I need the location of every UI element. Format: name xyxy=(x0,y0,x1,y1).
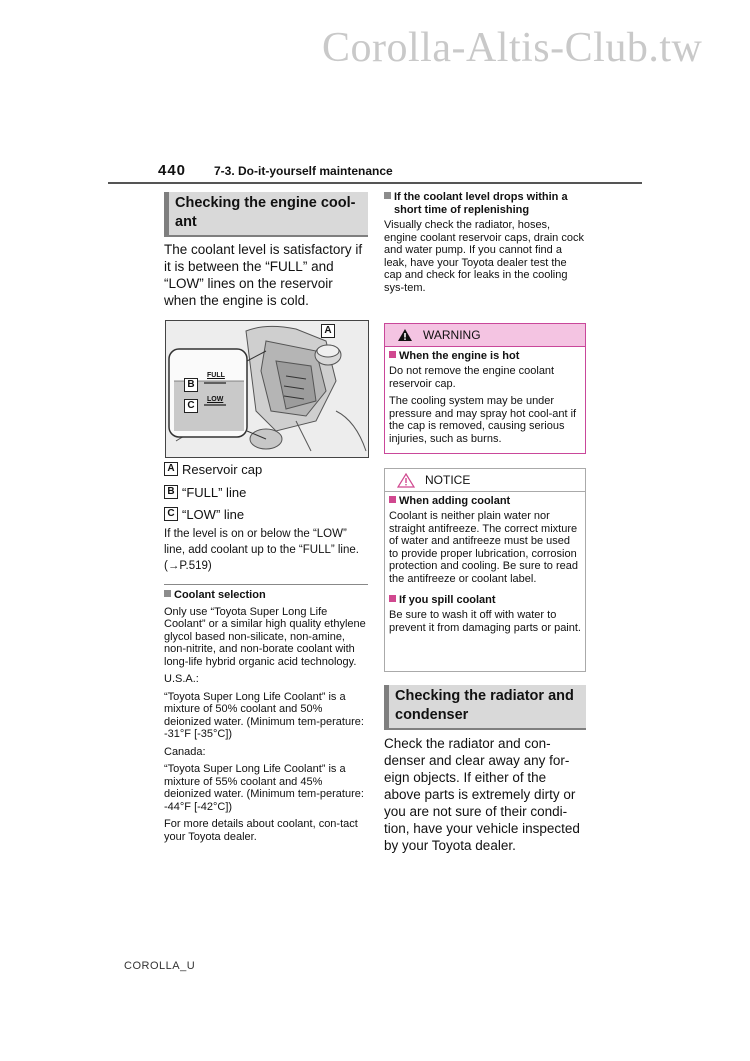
heading-checking-coolant: Checking the engine cool-ant xyxy=(164,192,368,237)
legend-text-c: “LOW” line xyxy=(182,506,245,522)
notice-subtitle-text: If you spill coolant xyxy=(399,594,496,606)
coolant-selection-paragraph: For more details about coolant, con-tact your Toyota dealer. xyxy=(164,818,358,843)
bullet-square-icon xyxy=(389,351,396,358)
legend-item-c xyxy=(164,504,368,524)
notice-triangle-icon xyxy=(397,473,415,488)
coolant-selection-paragraph: “Toyota Super Long Life Coolant” is a mixture of 55% coolant and 45% deionized water. (Minimum tem-perature: -44°F [-42°C]) xyxy=(164,763,364,813)
coolant-selection-section xyxy=(164,589,368,848)
warning-paragraph: Do not remove the engine coolant reservoir cap. xyxy=(389,365,555,390)
coolant-drop-text: Visually check the radiator, hoses, engine coolant reservoir caps, drain cock and water pump. If you cannot find a leak, have your Toyota dealer test the cap and check for leaks in the cooling sys-tem. xyxy=(384,219,584,294)
radiator-text: Check the radiator and con-denser and clear away any for-eign objects. If either of the above parts is extremely dirty or you are not sure of their condi-tion, have your vehicle inspected by your Toyota dealer. xyxy=(384,736,580,853)
header-divider xyxy=(108,182,642,184)
notice-header xyxy=(385,469,585,492)
coolant-selection-paragraph: Only use “Toyota Super Long Life Coolant” or a similar high quality ethylene glycol based non-silicate, non-amine, non-nitrite, and non-borate coolant with long-life hybrid organic acid technology. xyxy=(164,605,366,668)
level-note-text: If the level is on or below the “LOW” line, add coolant up to the “FULL” line. (→P.519) xyxy=(164,528,359,572)
notice-subtitle-text: When adding coolant xyxy=(399,495,511,507)
warning-triangle-icon xyxy=(397,328,413,342)
warning-subtitle-text: When the engine is hot xyxy=(399,350,520,362)
warning-paragraph: The cooling system may be under pressure and may spray hot cool-ant if the cap is removed, causing serious injuries, such as burns. xyxy=(389,395,577,445)
coolant-selection-title-text: Coolant selection xyxy=(174,589,266,601)
page-number: 440 xyxy=(158,162,187,179)
coolant-drop-title-text: If the coolant level drops within a short time of replenishing xyxy=(394,191,568,216)
coolant-selection-paragraph: Canada: xyxy=(164,745,206,758)
coolant-selection-paragraph: U.S.A.: xyxy=(164,673,199,685)
full-mark-label: FULL xyxy=(207,372,225,379)
warning-box xyxy=(384,323,586,454)
footer-model-code: COROLLA_U xyxy=(124,960,196,972)
legend-item-a xyxy=(164,459,368,479)
coolant-selection-paragraph: “Toyota Super Long Life Coolant” is a mixture of 50% coolant and 50% deionized water. (Minimum tem-perature: -31°F [-35°C]) xyxy=(164,690,364,740)
section-title: 7-3. Do-it-yourself maintenance xyxy=(214,164,393,178)
notice-subtitle xyxy=(385,591,585,607)
callout-c: C xyxy=(184,399,198,413)
bullet-square-icon xyxy=(389,595,396,602)
notice-subtitle xyxy=(385,492,585,508)
bullet-square-icon xyxy=(389,496,396,503)
coolant-drop-title xyxy=(384,191,586,216)
notice-label: NOTICE xyxy=(425,473,471,487)
coolant-selection-title xyxy=(164,589,368,602)
notice-box xyxy=(384,468,586,672)
coolant-reservoir-figure xyxy=(165,320,369,458)
legend-text-b: “FULL” line xyxy=(182,484,247,500)
heading-checking-radiator: Checking the radiator and condenser xyxy=(384,685,586,730)
notice-paragraph: Coolant is neither plain water nor straight antifreeze. The correct mixture of water and antifreeze must be used to provide proper lubrication, corrosion protection and cooling. Be sure to read the antifreeze or coolant label. xyxy=(389,510,578,585)
legend-item-b xyxy=(164,482,368,502)
bullet-square-icon xyxy=(164,590,171,597)
low-mark-label: LOW xyxy=(207,396,224,403)
figure-legend xyxy=(164,459,368,524)
section-divider xyxy=(164,584,368,585)
callout-a: A xyxy=(321,324,335,338)
coolant-drop-section xyxy=(384,191,586,294)
legend-letter-b: B xyxy=(164,485,178,499)
legend-text-a: Reservoir cap xyxy=(182,461,263,477)
coolant-selection-body xyxy=(164,606,368,844)
warning-label: WARNING xyxy=(423,328,481,342)
notice-paragraph: Be sure to wash it off with water to prevent it from damaging parts or paint. xyxy=(389,609,581,634)
bullet-square-icon xyxy=(384,192,391,199)
warning-subtitle xyxy=(385,347,585,363)
legend-letter-c: C xyxy=(164,507,178,521)
coolant-intro-text: The coolant level is satisfactory if it is between the “FULL” and “LOW” lines on the reservoir when the engine is cold. xyxy=(164,242,363,308)
legend-letter-a: A xyxy=(164,462,178,476)
watermark-logo-text: Corolla-Altis-Club.tw xyxy=(322,25,703,71)
warning-header xyxy=(385,324,585,347)
callout-b: B xyxy=(184,378,198,392)
